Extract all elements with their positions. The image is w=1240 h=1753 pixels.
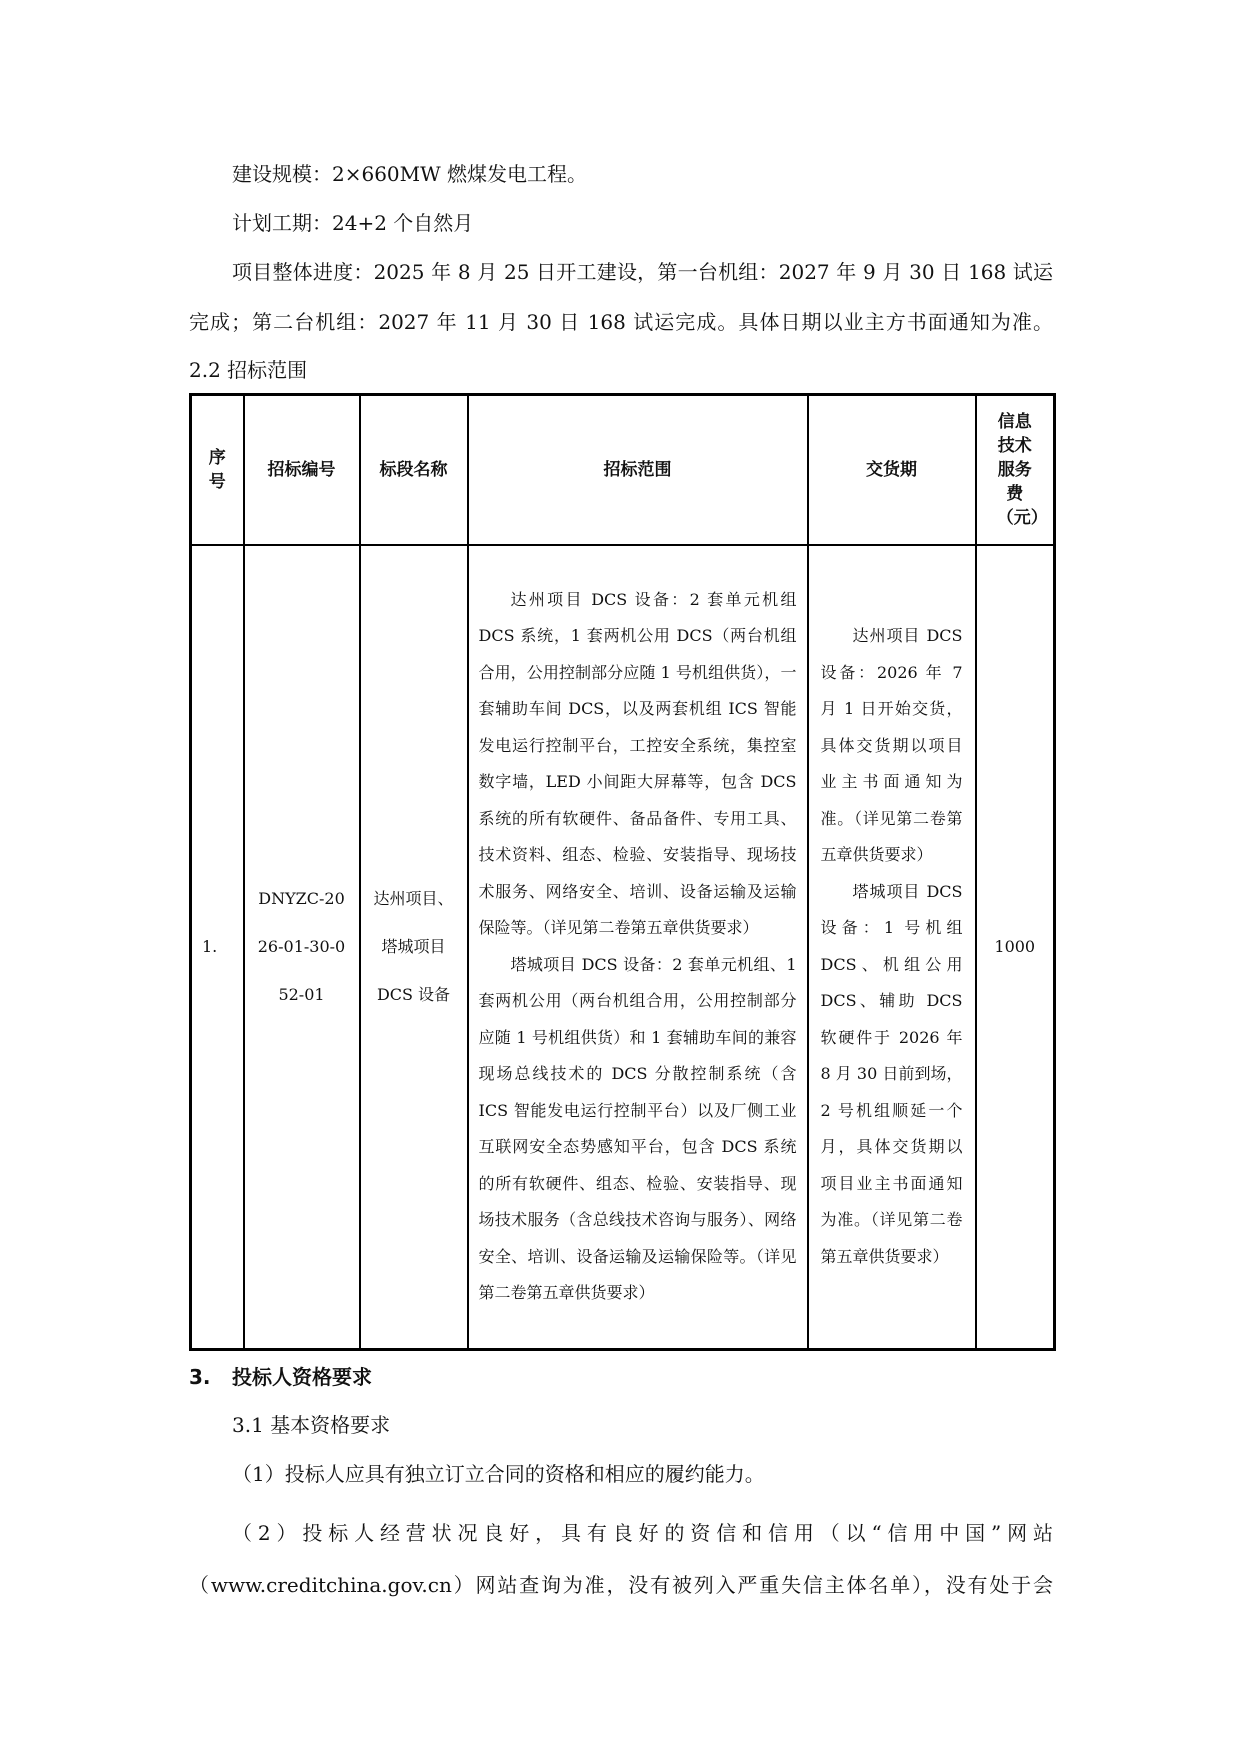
progress-line-2: 完成；第二台机组：2027 年 11 月 30 日 168 试运完成。具体日期以业主方书面通知为准。	[189, 310, 1053, 334]
table-row	[191, 545, 1055, 1350]
requirement-1: （1）投标人应具有独立订立合同的资格和相应的履约能力。	[232, 1462, 765, 1486]
cell-lot: 达州项目、塔城项目 DCS 设备	[360, 545, 468, 1350]
cell-no: 1.	[191, 545, 244, 1350]
bid-scope-table	[189, 393, 1056, 1351]
header-delivery: 交货期	[808, 395, 976, 545]
section-3-number: 3.	[189, 1365, 211, 1389]
table-header-row	[191, 395, 1055, 545]
scope-dazhou: 达州项目 DCS 设备：2 套单元机组 DCS 系统，1 套两机公用 DCS（两台机组合用，公用控制部分应随 1 号机组供货），一套辅助车间 DCS，以及两套机组 ICS 智能发电运行控制平台，工控安全系统，集控室数字墙，LED 小间距大屏幕等，包含 DCS 系统的所有软硬件、备品备件、专用工具、技术资料、组态、检验、安装指导、现场技术服务、网络安全、培训、设备运输及运输保险等。（详见第二卷第五章供货要求）	[478, 589, 797, 938]
cell-code: DNYZC-2026-01-30-052-01	[244, 545, 360, 1350]
cell-delivery	[808, 545, 976, 1350]
header-scope: 招标范围	[468, 395, 808, 545]
header-lot: 标段名称	[360, 395, 468, 545]
cell-scope	[468, 545, 808, 1350]
construction-period: 计划工期：24+2 个自然月	[232, 211, 474, 235]
delivery-tacheng: 塔城项目 DCS 设备：1 号机组 DCS、机组公用DCS、辅助 DCS 软硬件于 2026 年 8 月 30 日前到场，2 号机组顺延一个月，具体交货期以项目业主书面通知为准。（详见第二卷第五章供货要求）	[820, 881, 963, 1266]
header-fee: 信息技术服务费（元）	[976, 395, 1055, 545]
construction-scale: 建设规模：2×660MW 燃煤发电工程。	[232, 162, 588, 186]
section-3-1-title: 3.1 基本资格要求	[232, 1413, 391, 1437]
section-2-2-title: 2.2 招标范围	[189, 358, 308, 382]
delivery-dazhou: 达州项目 DCS 设备：2026 年 7 月 1 日开始交货，具体交货期以项目业主书面通知为准。（详见第二卷第五章供货要求）	[820, 626, 963, 865]
scope-tacheng: 塔城项目 DCS 设备：2 套单元机组、1 套两机公用（两台机组合用，公用控制部分应随 1 号机组供货）和 1 套辅助车间的兼容现场总线技术的 DCS 分散控制系统（含 ICS 智能发电运行控制平台）以及厂侧工业互联网安全态势感知平台，包含 DCS 系统的所有软硬件、组态、检验、安装指导、现场技术服务（含总线技术咨询与服务）、网络安全、培训、设备运输及运输保险等。（详见第二卷第五章供货要求）	[478, 954, 797, 1303]
section-3-title: 投标人资格要求	[232, 1365, 372, 1389]
requirement-2-line-2: （www.creditchina.gov.cn）网站查询为准，没有被列入严重失信主体名单），没有处于会	[189, 1573, 1053, 1597]
header-code: 招标编号	[244, 395, 360, 545]
requirement-2-line-1: （2）投标人经营状况良好，具有良好的资信和信用（以“信用中国”网站	[232, 1521, 1053, 1545]
progress-line-1: 项目整体进度：2025 年 8 月 25 日开工建设，第一台机组：2027 年 9 月 30 日 168 试运	[232, 260, 1053, 284]
cell-fee: 1000	[976, 545, 1055, 1350]
header-no: 序号	[191, 395, 244, 545]
